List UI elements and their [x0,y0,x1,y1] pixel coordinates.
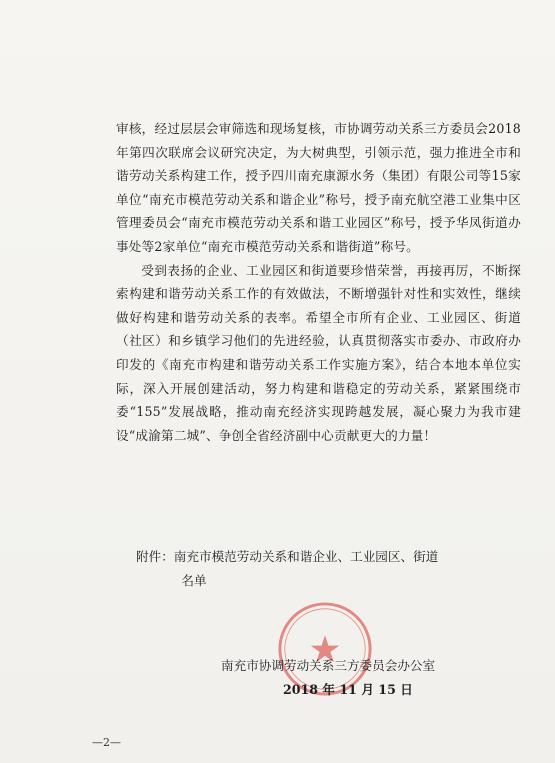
attachment-line-1: 附件：南充市模范劳动关系和谐企业、工业园区、街道 [136,549,439,564]
paragraph-2: 受到表扬的企业、工业园区和街道要珍惜荣誉，再接再厉，不断探索构建和谐劳动关系工作的有效做法，不断增强针对性和实效性，继续做好构建和谐劳动关系的表率。希望全市所有企业、工业园区、街道（社区）和乡镇学习他们的先进经验，认真贯彻落实市委办、市政府办印发的《南充市构建和谐劳动关系工作实施方案》，结合本地本单位实际，深入开展创建活动，努力构建和谐稳定的劳动关系，紧紧围绕市委“155”发展战略，推动南充经济实现跨越发展，凝心聚力为我市建设“成渝第二城”、争创全省经济副中心贡献更大的力量！ [116,262,521,443]
body-text [116,117,521,447]
attachment-line-2: 名单 [181,572,207,588]
page-number: —2— [92,736,121,749]
issue-date: 2018 年 11 月 15 日 [283,682,413,697]
issuing-office: 南充市协调劳动关系三方委员会办公室 [221,658,436,673]
attachment-note [136,545,516,592]
paragraph-1: 审核，经过层层会审筛选和现场复核，市协调劳动关系三方委员会2018年第四次联席会议研究决定，为大树典型，引领示范，强力推进全市和谐劳动关系构建工作，授予四川南充康源水务（集团）有限公司等15家单位“南充市模范劳动关系和谐企业”称号，授予南充航空港工业集中区管理委员会“南充市模范劳动关系和谐工业园区”称号，授予华凤街道办事处等2家单位“南充市模范劳动关系和谐街道”称号。 [116,121,521,254]
